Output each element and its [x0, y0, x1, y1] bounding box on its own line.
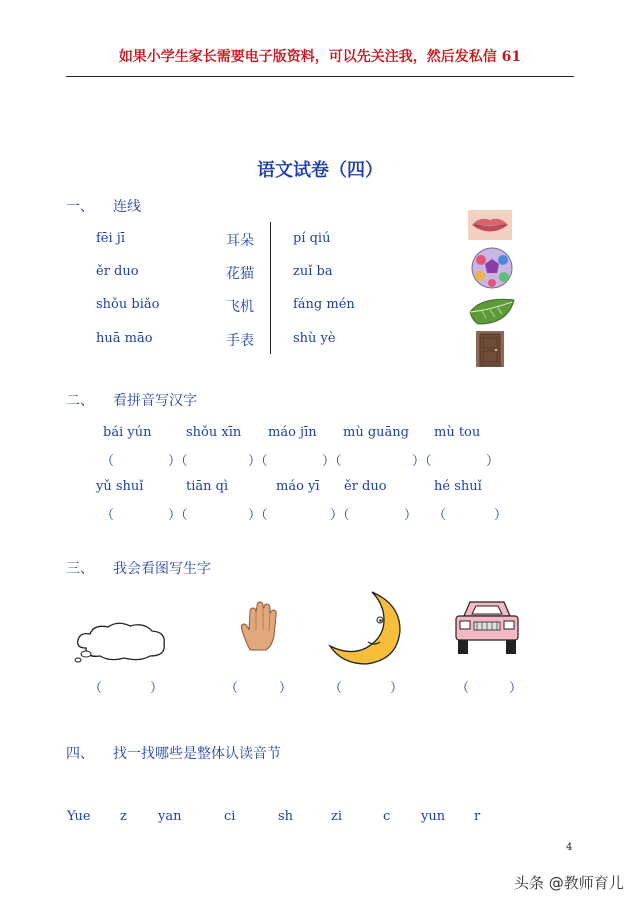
pinyin-row2-3: máo yī: [276, 479, 320, 494]
pinyin-row2-2: tiān qì: [186, 479, 229, 494]
syllable: zi: [331, 809, 343, 824]
answer-paren: （: [101, 454, 115, 469]
pinyin-row1-3: máo jīn: [268, 425, 317, 440]
answer-paren: （: [101, 508, 115, 523]
pinyin-row1-4: mù guāng: [343, 425, 409, 440]
right-pinyin-3: fáng mén: [293, 297, 355, 312]
answer-paren: ）: [150, 681, 164, 696]
answer-paren: （: [456, 681, 470, 696]
pinyin-row1-2: shǒu xīn: [186, 425, 242, 440]
left-pinyin-4: huā māo: [96, 331, 153, 346]
section-1-number: 一、: [66, 199, 94, 215]
answer-paren: ）: [494, 508, 508, 523]
left-pinyin-3: shǒu biǎo: [96, 297, 160, 312]
leaf-image: [468, 296, 516, 328]
page-title: 语文试卷（四）: [257, 160, 383, 181]
section-3-number: 三、: [66, 561, 94, 577]
left-pinyin-1: fēi jī: [96, 231, 125, 246]
header-banner: 如果小学生家长需要电子版资料，可以先关注我，然后发私信 61: [118, 49, 522, 65]
answer-paren: ）（: [168, 454, 188, 469]
cloud-image: [72, 618, 170, 664]
syllable: ci: [224, 809, 236, 824]
car-image: [452, 598, 522, 658]
header-rule: [66, 76, 574, 77]
section-2-number: 二、: [66, 393, 94, 409]
answer-paren: ）: [404, 508, 418, 523]
matching-divider-line: [270, 222, 271, 354]
answer-paren: ）: [279, 681, 293, 696]
answer-paren: ）（: [322, 454, 342, 469]
right-pinyin-1: pí qiú: [293, 231, 331, 246]
syllable: sh: [278, 809, 294, 824]
right-pinyin-4: shù yè: [293, 331, 336, 346]
answer-paren: ）（: [330, 508, 350, 523]
syllable: Yue: [67, 809, 91, 824]
ball-image: [470, 247, 514, 289]
section-1-heading: 连线: [113, 199, 141, 215]
moon-image: [328, 590, 404, 666]
answer-paren: ）: [486, 454, 500, 469]
section-2-heading: 看拼音写汉字: [113, 393, 197, 409]
lips-image: [468, 210, 512, 240]
answer-paren: （: [89, 681, 103, 696]
pinyin-row2-1: yǔ shuǐ: [96, 479, 144, 494]
answer-paren: （: [225, 681, 239, 696]
answer-paren: ）（: [412, 454, 432, 469]
section-4-heading: 找一找哪些是整体认读音节: [113, 746, 281, 762]
section-4-number: 四、: [66, 746, 94, 762]
watermark: 头条 @教师育儿: [514, 874, 624, 892]
syllable: yan: [158, 809, 182, 824]
syllable: yun: [421, 809, 446, 824]
section-3-heading: 我会看图写生字: [113, 561, 211, 577]
pinyin-row1-5: mù tou: [434, 425, 481, 440]
answer-paren: （: [329, 681, 343, 696]
answer-paren: ）（: [168, 508, 188, 523]
pinyin-row2-4: ěr duo: [344, 479, 387, 494]
chinese-word-4: 手表: [226, 333, 254, 349]
chinese-word-3: 飞机: [226, 299, 254, 315]
hand-image: [236, 600, 284, 652]
syllable: r: [474, 809, 481, 824]
pinyin-row2-5: hé shuǐ: [434, 479, 482, 494]
answer-paren: ）: [390, 681, 404, 696]
chinese-word-2: 花猫: [226, 266, 254, 282]
answer-paren: （: [433, 508, 447, 523]
answer-paren: ）（: [248, 508, 268, 523]
pinyin-row1-1: bái yún: [103, 425, 152, 440]
page-number: 4: [566, 842, 573, 853]
chinese-word-1: 耳朵: [226, 233, 254, 249]
right-pinyin-2: zuǐ ba: [293, 264, 333, 279]
syllable: z: [120, 809, 127, 824]
syllable: c: [383, 809, 391, 824]
door-image: [476, 331, 504, 367]
answer-paren: ）（: [248, 454, 268, 469]
answer-paren: ）: [509, 681, 523, 696]
left-pinyin-2: ěr duo: [96, 264, 139, 279]
